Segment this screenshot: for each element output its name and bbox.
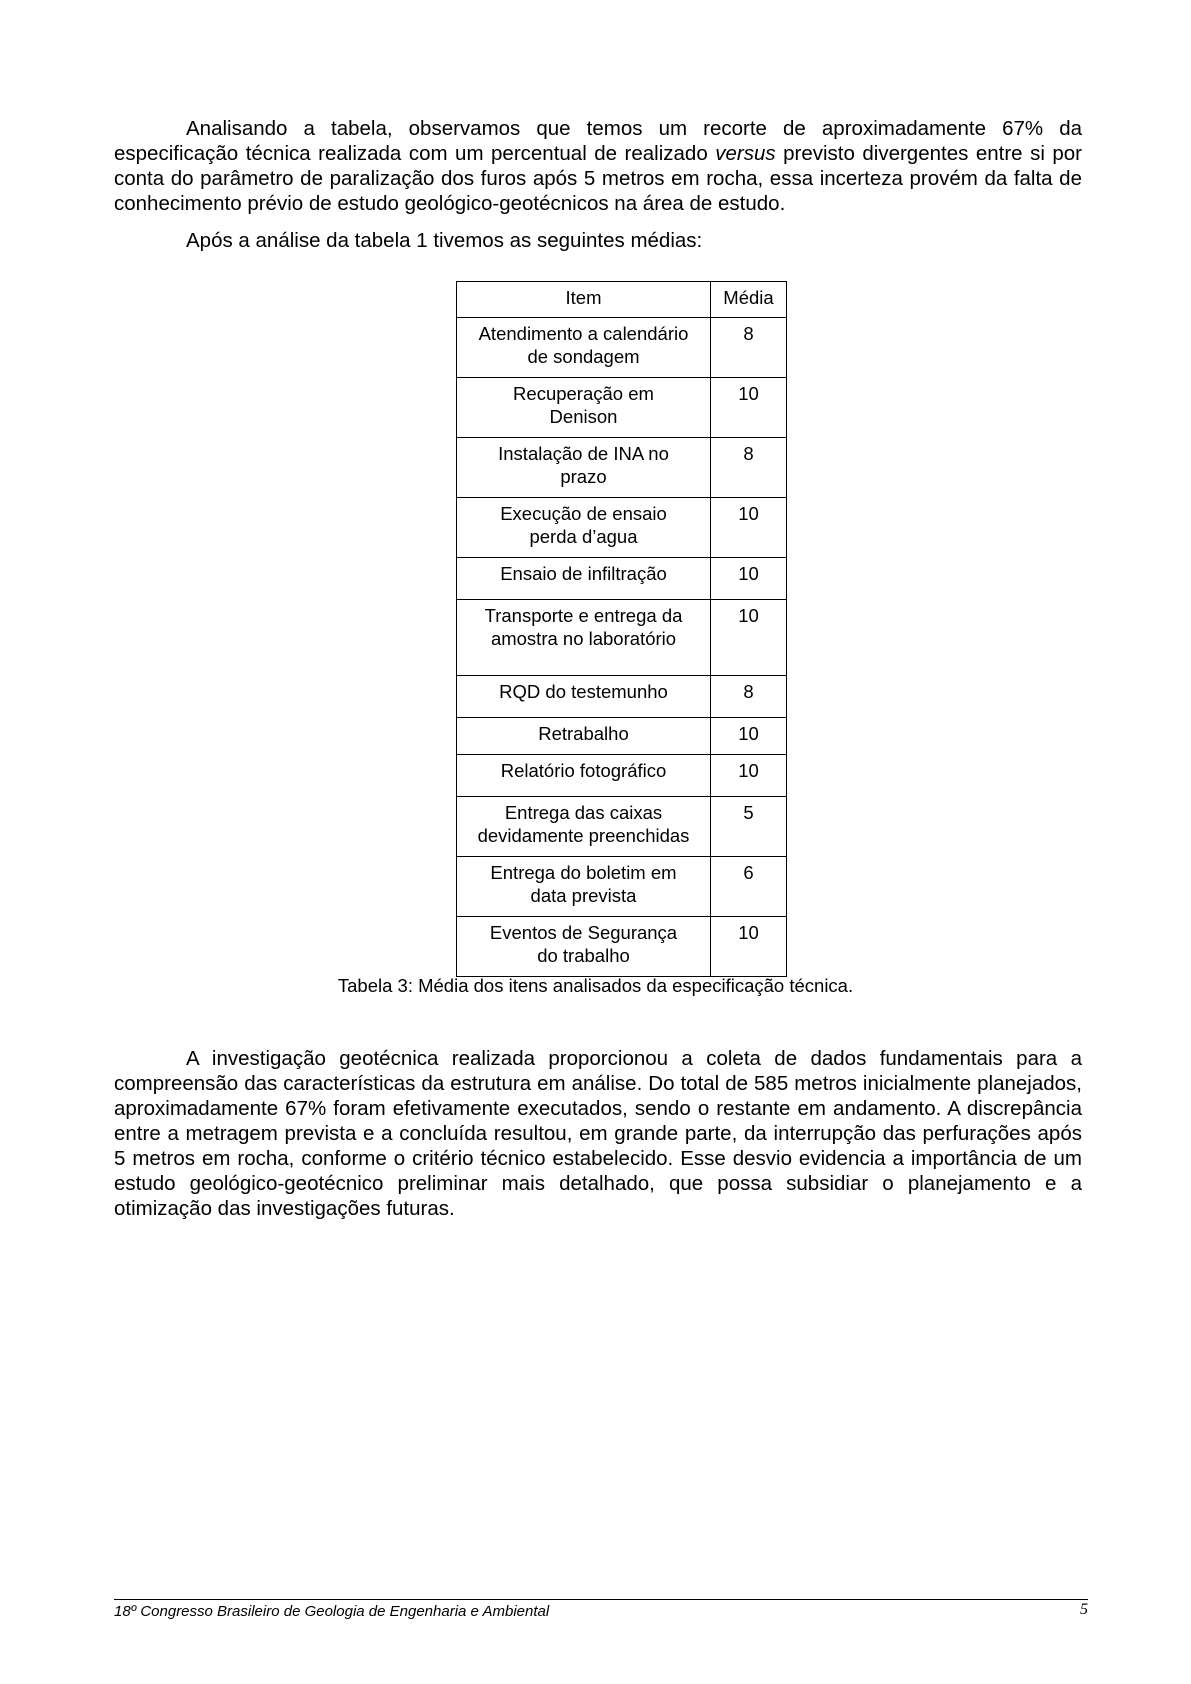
table-cell-media: 10: [711, 718, 787, 755]
table-cell-item-line: Ensaio de infiltração: [500, 563, 667, 584]
paragraph-analysis: [114, 116, 1082, 216]
table-cell-item: [457, 498, 711, 558]
table-row: [457, 498, 787, 558]
table-row: [457, 600, 787, 676]
table-row: [457, 676, 787, 718]
table-cell-item-line: Retrabalho: [538, 723, 629, 744]
table-cell-media: 10: [711, 558, 787, 600]
table-cell-item-line: Entrega do boletim em: [490, 862, 677, 883]
table-cell-item-line: devidamente preenchidas: [477, 825, 690, 846]
footer-conference-name: 18º Congresso Brasileiro de Geologia de Engenharia e Ambiental: [114, 1603, 550, 1620]
table-cell-media: 6: [711, 857, 787, 917]
table-caption: Tabela 3: Média dos itens analisados da especificação técnica.: [337, 975, 854, 996]
table-cell-item-line: de sondagem: [527, 346, 640, 367]
table-cell-item-line: RQD do testemunho: [499, 681, 668, 702]
paragraph-analysis-part2: previsto divergentes entre si por conta do parâmetro de paralização dos furos após 5 metros em rocha, essa incerteza provém da falta de conhecimento prévio de estudo geológico-geotécnicos na área de estudo.: [114, 142, 1082, 215]
table-cell-media: 10: [711, 755, 787, 797]
table-cell-media: 10: [711, 378, 787, 438]
paragraph-conclusion: A investigação geotécnica realizada proporcionou a coleta de dados fundamentais para a compreensão das características da estrutura em análise. Do total de 585 metros inicialmente planejados, aproximadamente 67% foram efetivamente executados, sendo o restante em andamento. A discrepância entre a metragem prevista e a concluída resultou, em grande parte, da interrupção das perfurações após 5 metros em rocha, conforme o critério técnico estabelecido. Esse desvio evidencia a importância de um estudo geológico-geotécnico preliminar mais detalhado, que possa subsidiar o planejamento e a otimização das investigações futuras.: [114, 1047, 1082, 1220]
table-cell-item: [457, 318, 711, 378]
table-cell-media: 8: [711, 438, 787, 498]
table-row: [457, 857, 787, 917]
table-cell-media: 8: [711, 318, 787, 378]
table-row: [457, 378, 787, 438]
table-cell-item-line: Relatório fotográfico: [500, 760, 667, 781]
table-cell-item: [457, 600, 711, 676]
footer-divider: [114, 1599, 1088, 1600]
table-row: [457, 755, 787, 797]
paragraph-intro-averages: Após a análise da tabela 1 tivemos as seguintes médias:: [186, 229, 703, 252]
table-header-row: [457, 282, 787, 318]
paragraph-analysis-emphasis: versus: [715, 142, 776, 165]
averages-table-body: [457, 282, 787, 977]
table-row: [457, 797, 787, 857]
table-cell-item-line: perda d’agua: [529, 526, 638, 547]
table-row: [457, 718, 787, 755]
header-item: Item: [457, 282, 711, 318]
table-cell-item-line: Recuperação em: [513, 383, 654, 404]
header-media: Média: [711, 282, 787, 318]
table-cell-item-line: Execução de ensaio: [500, 503, 667, 524]
averages-table: [456, 281, 787, 977]
table-cell-item: [457, 718, 711, 755]
table-row: [457, 917, 787, 977]
table-cell-item-line: Instalação de INA no: [498, 443, 669, 464]
table-cell-item-line: data prevista: [530, 885, 637, 906]
table-cell-media: 10: [711, 600, 787, 676]
table-cell-item: [457, 917, 711, 977]
table-cell-item: [457, 797, 711, 857]
table-cell-item-line: prazo: [560, 466, 607, 487]
table-cell-item-line: do trabalho: [537, 945, 630, 966]
table-cell-item-line: Atendimento a calendário: [478, 323, 689, 344]
table-row: [457, 438, 787, 498]
table-cell-item-line: amostra no laboratório: [490, 628, 677, 649]
table-row: [457, 318, 787, 378]
paragraph-analysis-part1: Analisando a tabela, observamos que temos um recorte de aproximadamente 67% da especificação técnica realizada com um percentual de realizado: [114, 117, 1082, 165]
table-cell-item-line: Denison: [549, 406, 618, 427]
table-cell-item-line: Transporte e entrega da: [484, 605, 683, 626]
table-cell-item: [457, 755, 711, 797]
table-cell-media: 8: [711, 676, 787, 718]
table-cell-item: [457, 676, 711, 718]
table-cell-item: [457, 857, 711, 917]
table-cell-media: 10: [711, 498, 787, 558]
page-number: 5: [1080, 1601, 1088, 1618]
table-cell-item-line: Entrega das caixas: [504, 802, 663, 823]
table-cell-item: [457, 438, 711, 498]
table-cell-media: 5: [711, 797, 787, 857]
table-cell-media: 10: [711, 917, 787, 977]
table-cell-item-line: Eventos de Segurança: [489, 922, 678, 943]
table-cell-item: [457, 558, 711, 600]
table-row: [457, 558, 787, 600]
table-cell-item: [457, 378, 711, 438]
